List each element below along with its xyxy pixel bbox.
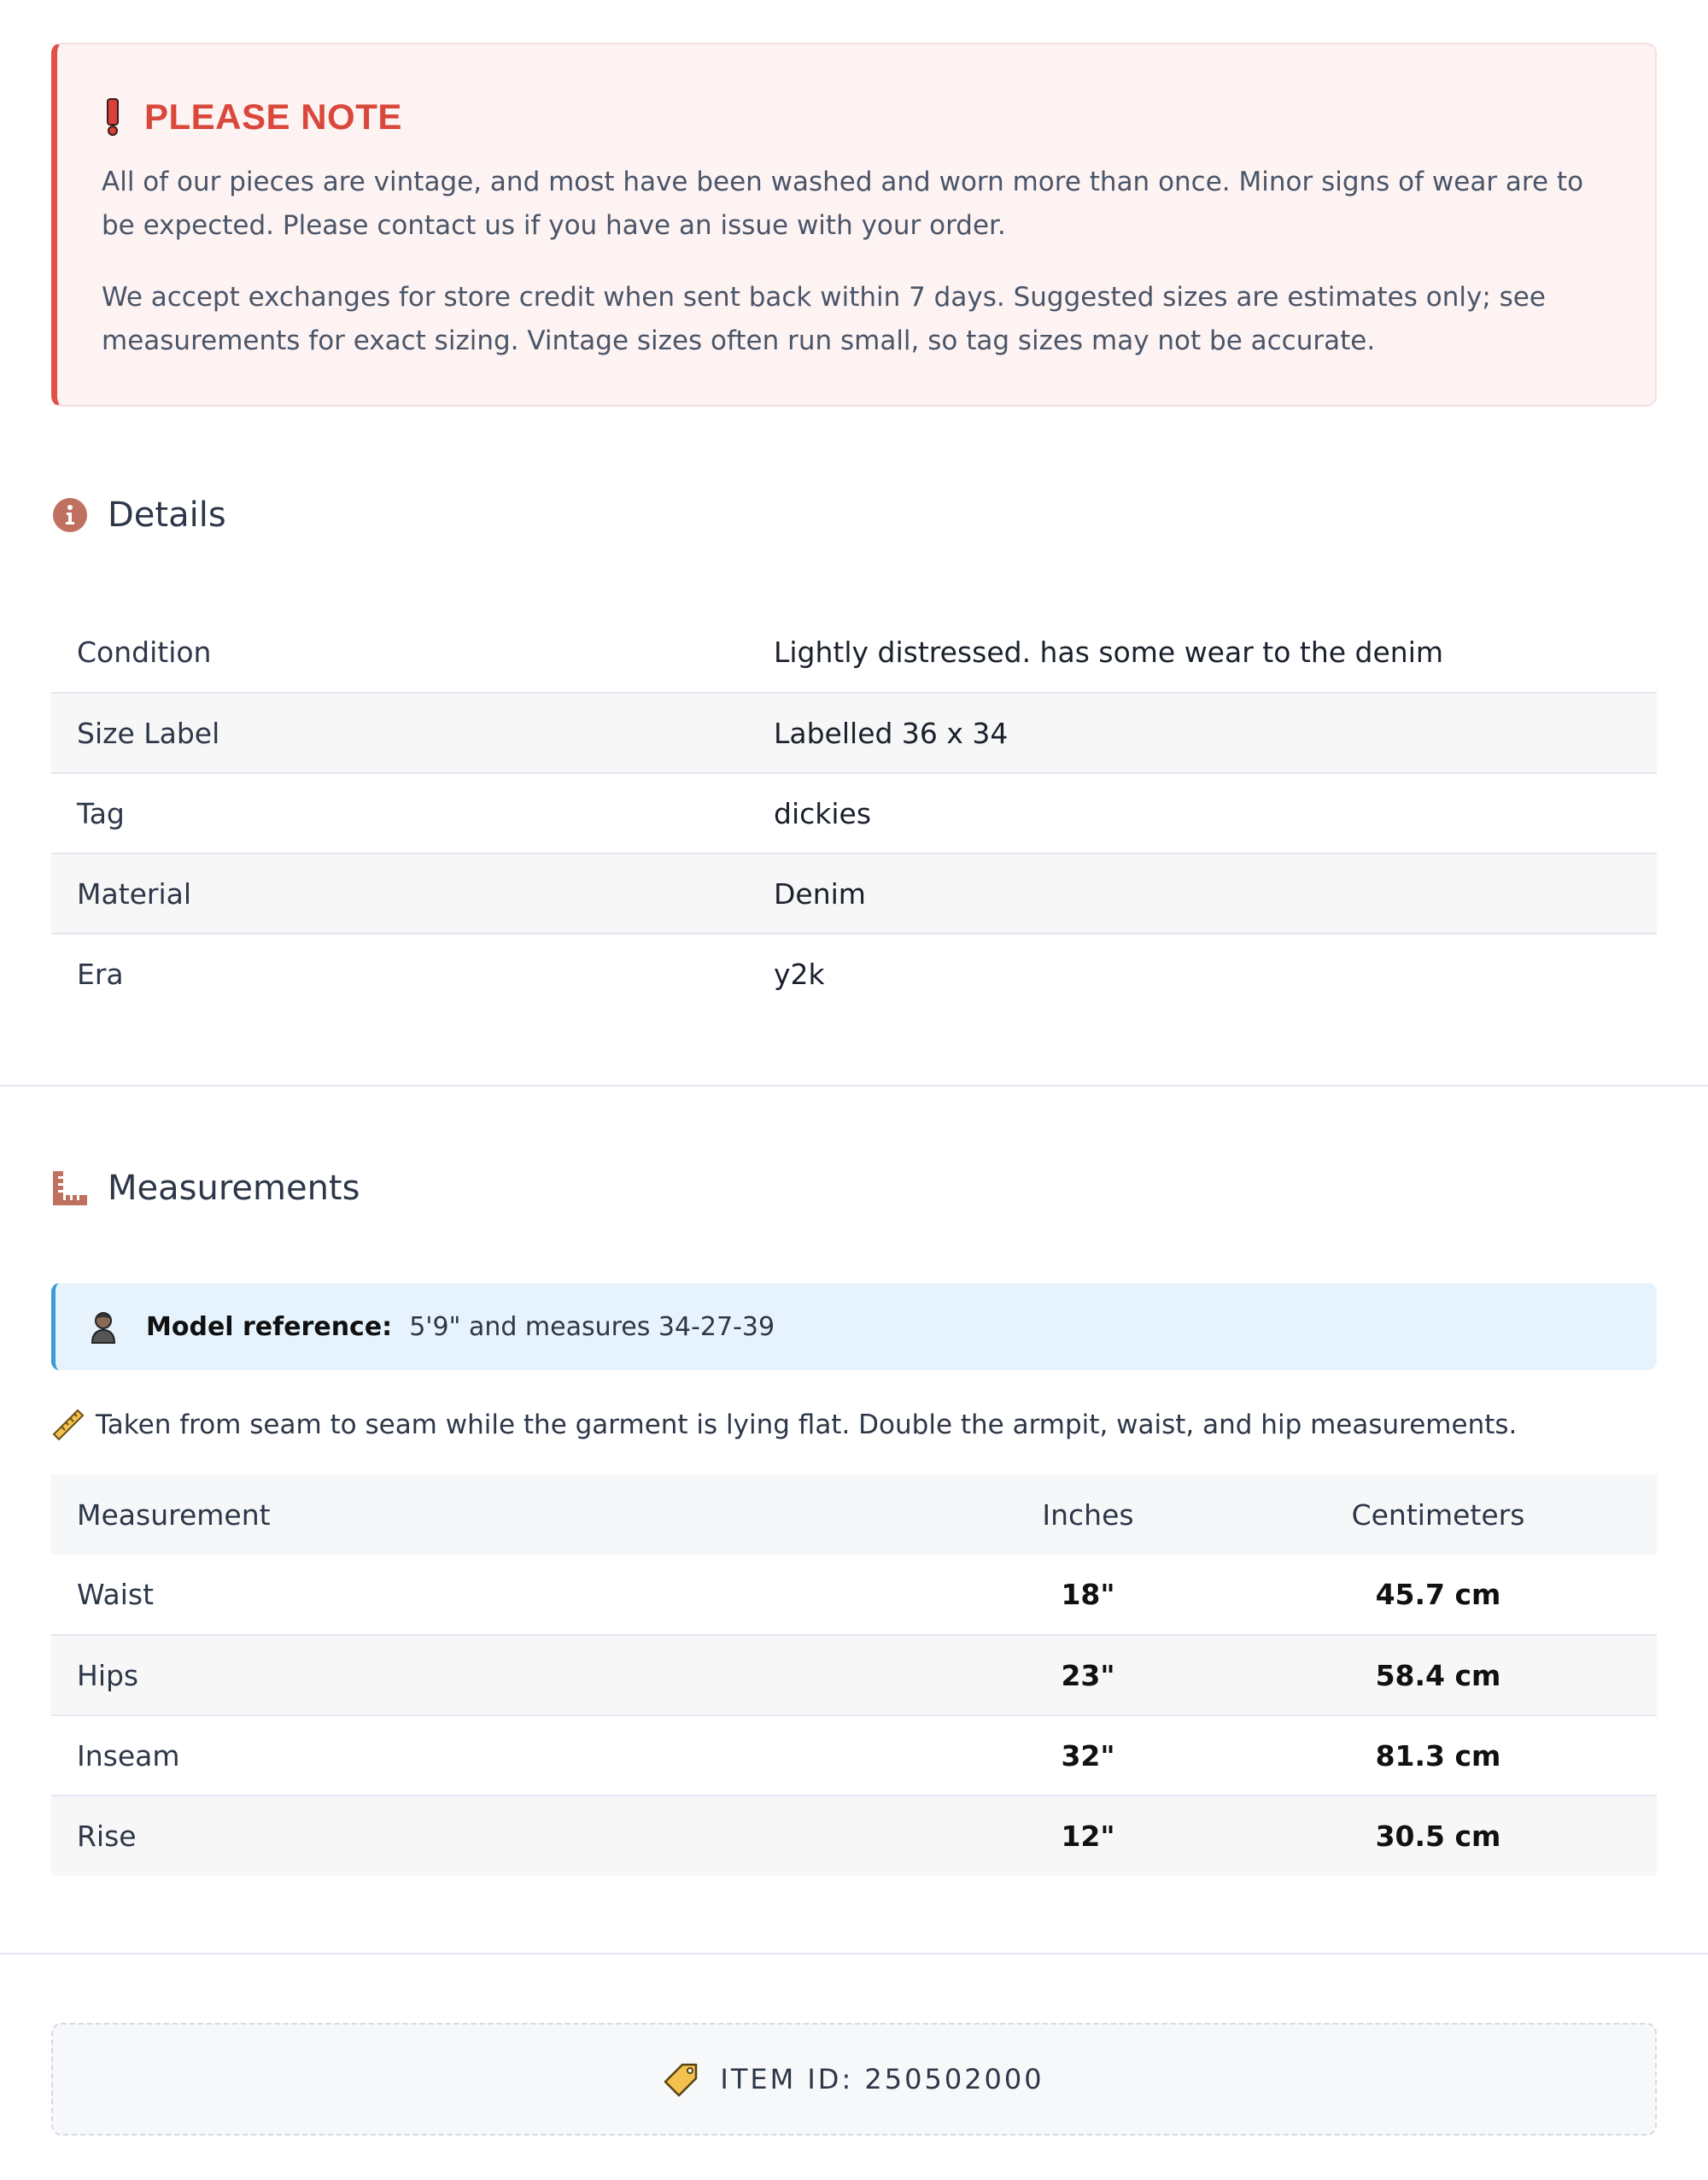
notice-paragraph-exchanges: We accept exchanges for store credit when sent back within 7 days. Suggested sizes are estimates only; see measurements for exact sizing. Vintage sizes often run small, so tag sizes may not be accurate.: [102, 282, 1546, 356]
measurement-inches: 12": [1061, 1820, 1115, 1853]
measurement-cm: 45.7 cm: [1375, 1578, 1501, 1611]
section-divider: [0, 1085, 1708, 1087]
measurement-cm: 58.4 cm: [1375, 1658, 1501, 1692]
notice-title: PLEASE NOTE: [144, 97, 402, 137]
item-id-label: ITEM ID: 250502000: [720, 2063, 1044, 2095]
detail-label: Condition: [77, 636, 212, 669]
info-icon: [51, 496, 89, 534]
item-id-box: [51, 2023, 1657, 2136]
details-title: Details: [108, 495, 226, 535]
measurement-name: Waist: [77, 1578, 155, 1611]
detail-label: Era: [77, 958, 124, 991]
person-icon: [86, 1310, 120, 1344]
measurement-name: Hips: [77, 1658, 139, 1692]
measurement-name: Inseam: [77, 1738, 180, 1773]
exclamation-icon: [102, 98, 124, 136]
details-header: [51, 495, 226, 535]
measurement-inches: 23": [1061, 1658, 1115, 1692]
notice-paragraph-vintage: All of our pieces are vintage, and most have been washed and worn more than once. Minor signs of wear are to be expected. Please contact us if you have an issue with your order.: [102, 167, 1584, 241]
detail-label: Tag: [77, 796, 125, 830]
model-reference-value: 5'9" and measures 34-27-39: [409, 1311, 775, 1342]
table-header-row: [51, 1474, 1657, 1555]
detail-value: y2k: [774, 958, 825, 991]
detail-value: Labelled 36 x 34: [774, 716, 1009, 750]
model-reference-label: Model reference:: [146, 1311, 393, 1342]
table-row: [51, 853, 1657, 934]
table-row: [51, 934, 1657, 1014]
section-divider: [0, 1953, 1708, 1954]
details-table: [51, 612, 1657, 1014]
table-row: [51, 693, 1657, 773]
table-row: [51, 1555, 1657, 1635]
measurements-table: [51, 1474, 1657, 1876]
detail-value: Denim: [774, 876, 866, 911]
table-row: [51, 612, 1657, 693]
straight-ruler-icon: [51, 1408, 85, 1442]
table-row: [51, 1715, 1657, 1796]
column-header-centimeters: Centimeters: [1351, 1497, 1525, 1532]
column-header-inches: Inches: [1042, 1497, 1134, 1532]
column-header-measurement: Measurement: [77, 1497, 271, 1532]
measurement-inches: 32": [1061, 1738, 1115, 1773]
table-row: [51, 773, 1657, 853]
measurements-title: Measurements: [108, 1169, 360, 1208]
measurement-note-text: Taken from seam to seam while the garment is lying flat. Double the armpit, waist, and hip measurements.: [96, 1409, 1518, 1440]
measurements-header: [51, 1169, 360, 1208]
model-reference-callout: [51, 1283, 1657, 1370]
detail-label: Material: [77, 876, 192, 911]
table-row: [51, 1796, 1657, 1876]
measurement-name: Rise: [77, 1820, 137, 1853]
measurement-note: [51, 1408, 1517, 1442]
detail-label: Size Label: [77, 716, 220, 750]
measurement-cm: 81.3 cm: [1375, 1738, 1501, 1773]
detail-value: dickies: [774, 796, 872, 830]
measurement-inches: 18": [1061, 1578, 1115, 1611]
please-note-notice: [51, 43, 1657, 407]
measurement-cm: 30.5 cm: [1375, 1820, 1501, 1853]
tag-icon: [664, 2061, 699, 2097]
detail-value: Lightly distressed. has some wear to the denim: [774, 636, 1444, 669]
ruler-icon: [51, 1169, 89, 1207]
table-row: [51, 1635, 1657, 1715]
